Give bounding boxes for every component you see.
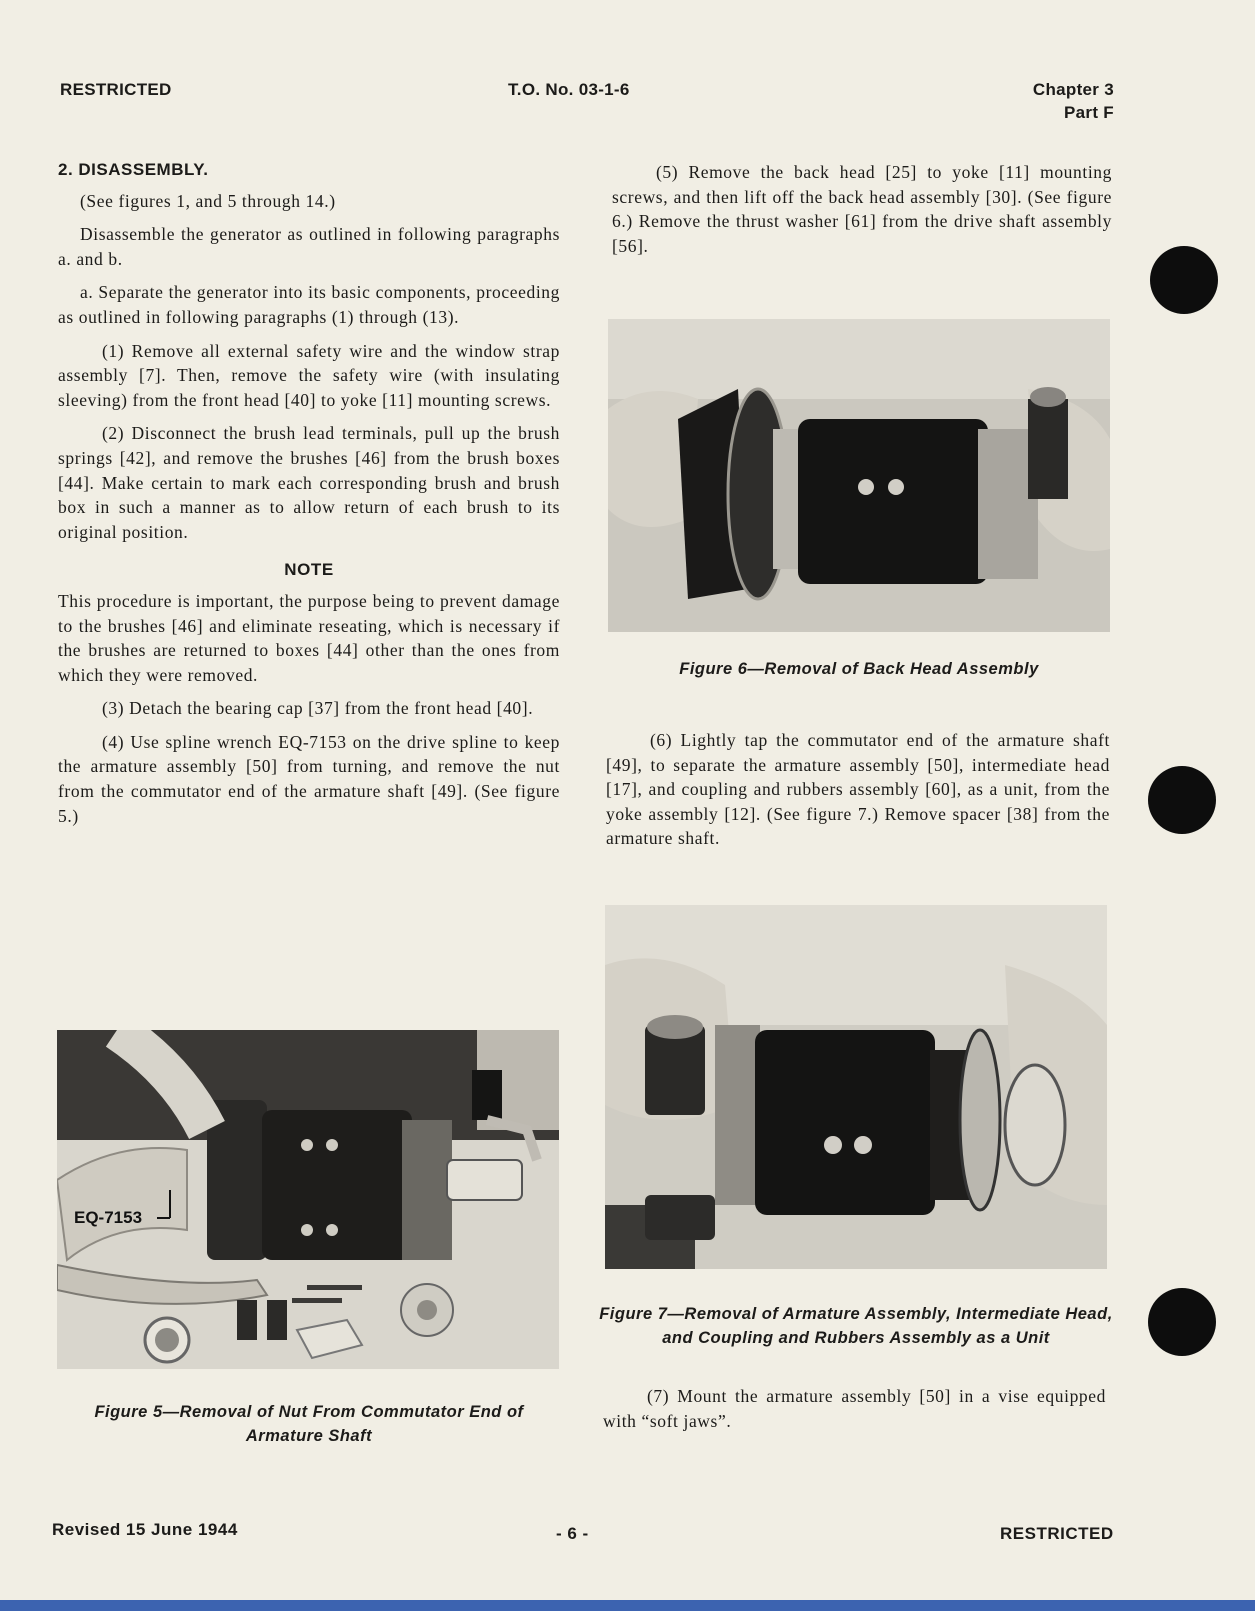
figure-5-photo [57,1030,559,1369]
paragraph-a: a. Separate the generator into its basic components, proceeding as outlined in following paragraphs (1) through (13). [58,282,560,327]
figure-6-caption: Figure 6—Removal of Back Head Assembly [679,660,1039,678]
step-1: (1) Remove all external safety wire and the window strap assembly [7]. Then, remove the safety wire (with insulating sleeving) from the front head [40] to yoke [11] mounting screws. [58,340,560,410]
header-document-number: T.O. No. 03-1-6 [508,80,630,99]
binder-hole-middle [1148,766,1216,834]
note-body: This procedure is important, the purpose being to prevent damage to the brushes [46] and eliminate reseating, which is necessary if the brushes are returned to boxes [44] other than the ones from which they were removed. [58,590,560,685]
footer-revision-date: Revised 15 June 1944 [52,1520,238,1539]
right-column-bottom [603,1384,1106,1442]
section-title: 2. DISASSEMBLY. [58,160,209,179]
step-7: (7) Mount the armature assembly [50] in a vise equipped with “soft jaws”. [603,1386,1106,1431]
note-title: NOTE [284,560,334,580]
intro-paragraph: Disassemble the generator as outlined in following paragraphs a. and b. [58,224,560,269]
step-6: (6) Lightly tap the commutator end of the armature shaft [49], to separate the armature assembly [50], intermediate head [17], and coupling and rubbers assembly [60], as a unit, from the yoke assembly [12]. (See figure 7.) Remove spacer [38] from the armature shaft. [606,730,1110,849]
step-5: (5) Remove the back head [25] to yoke [11] mounting screws, and then lift off the back head assembly [30]. (See figure 6.) Remove the thrust washer [61] from the drive shaft assembly [56]. [612,162,1112,256]
header-classification: RESTRICTED [60,80,172,99]
right-column-middle [606,728,1110,860]
step-4: (4) Use spline wrench EQ-7153 on the drive spline to keep the armature assembly [50] from turning, and remove the nut from the commutator end of the armature shaft [49]. (See figure 5.) [58,731,560,826]
step-2: (2) Disconnect the brush lead terminals, pull up the brush springs [42], and remove the brushes [46] from the brush boxes [44]. Make certain to mark each corresponding brush and brush box in such a manner as to allow return of each brush to its original position. [58,423,560,542]
figure-7-photo [605,905,1107,1269]
header-part: Part F [1064,103,1114,122]
header-chapter: Chapter 3 [1032,80,1114,99]
binder-hole-top [1150,246,1218,314]
footer-page-number: - 6 - [556,1524,589,1543]
right-column-top [612,160,1112,267]
see-figures-ref: (See figures 1, and 5 through 14.) [80,190,336,211]
figure-6-photo [608,319,1110,632]
figure-7-caption: Figure 7—Removal of Armature Assembly, Intermediate Head, and Coupling and Rubbers Assembly as a Unit [599,1305,1113,1347]
step-3: (3) Detach the bearing cap [37] from the front head [40]. [102,698,534,719]
left-column [58,158,560,837]
figure-5-callout-eq7153: EQ-7153 [74,1208,143,1227]
binder-hole-bottom [1148,1288,1216,1356]
figure-5-caption: Figure 5—Removal of Nut From Commutator End of Armature Shaft [94,1403,524,1445]
scan-edge-bar [0,1600,1255,1611]
footer-classification: RESTRICTED [1000,1524,1114,1543]
